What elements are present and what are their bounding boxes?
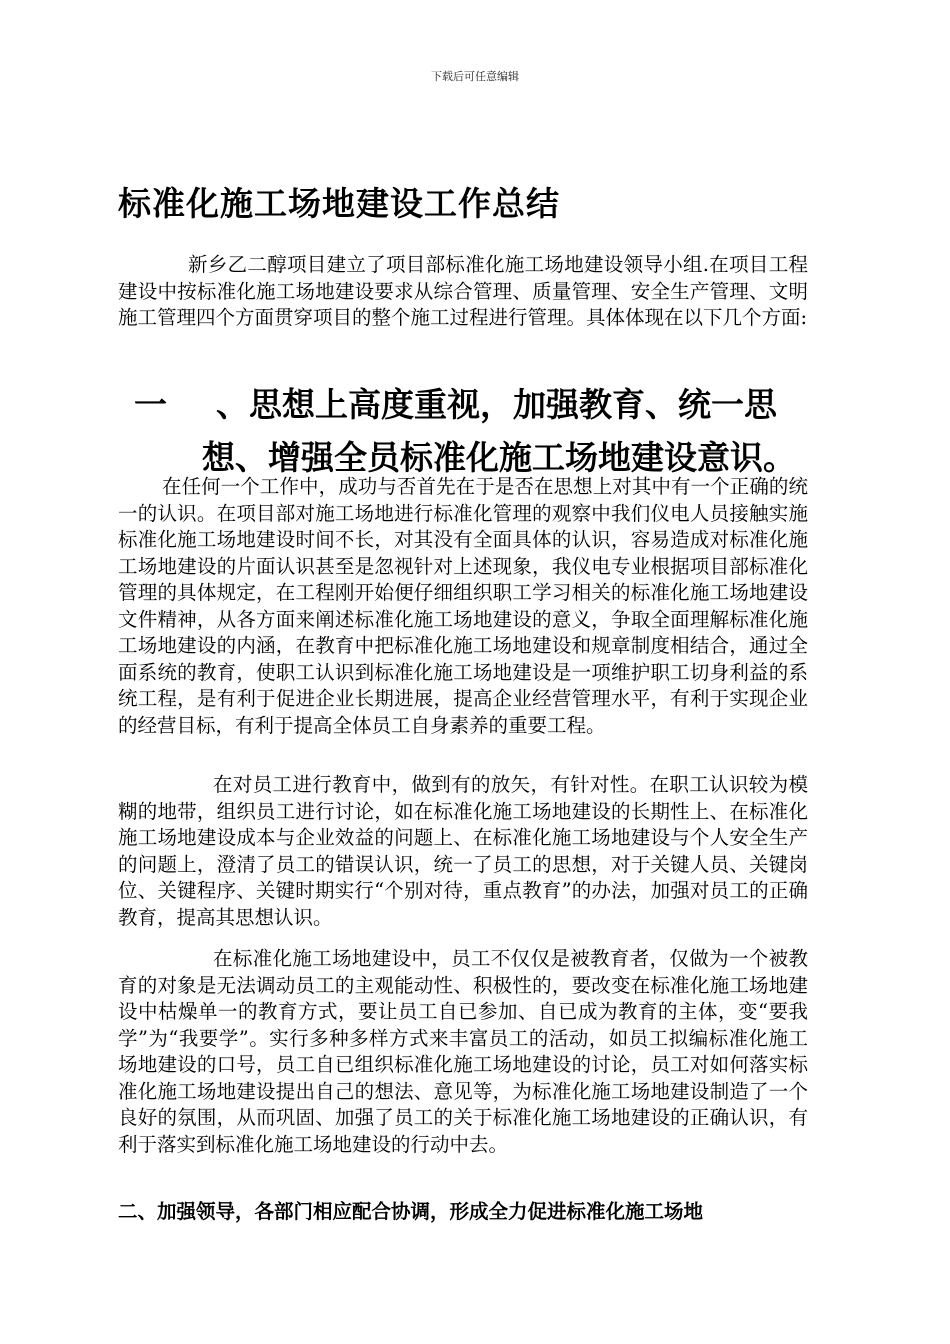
section-1-heading-line2: 想、增强全员标准化施工场地建设意识。 <box>202 438 796 477</box>
section-2-heading: 二、加强领导，各部门相应配合协调，形成全力促进标准化施工场地 <box>118 1200 704 1223</box>
body-paragraph-3: 在标准化施工场地建设中，员工不仅仅是被教育者，仅做为一个被教育的对象是无法调动员工的主观能动性、积极性的，要改变在标准化施工场地建设中枯燥单一的教育方式，要让员工自已参加、自已成为教育的主体，变“要我学”为“我要学”。实行多种多样方式来丰富员工的活动，如员工拟编标准化施工场地建设的口号，员工自已组织标准化施工场地建设的讨论，员工对如何落实标准化施工场地建设提出自己的想法、意见等，为标准化施工场地建设制造了一个良好的氛围，从而巩固、加强了员工的关于标准化施工场地建设的正确认识，有利于落实到标准化施工场地建设的行动中去。 <box>118 947 808 1156</box>
body-paragraph-1: 在任何一个工作中，成功与否首先在于是否在思想上对其中有一个正确的统一的认识。在项目部对施工场地进行标准化管理的观察中我们仪电人员接触实施标准化施工场地建设时间不长，对其没有全面具体的认识，容易造成对标准化施工场地建设的片面认识甚至是忽视针对上述现象，我仪电专业根据项目部标准化管理的具体规定，在工程刚开始便仔细组织职工学习相关的标准化施工场地建设文件精神，从各方面来阐述标准化施工场地建设的意义，争取全面理解标准化施工场地建设的内涵，在教育中把标准化施工场地建设和规章制度相结合，通过全面系统的教育，使职工认识到标准化施工场地建设是一项维护职工切身利益的系统工程，是有利于促进企业长期进展，提高企业经营管理水平，有利于实现企业的经营目标，有利于提高全体员工自身素养的重要工程。 <box>118 475 808 737</box>
body-paragraph-2: 在对员工进行教育中，做到有的放矢，有针对性。在职工认识较为模糊的地带，组织员工进行讨论，如在标准化施工场地建设的长期性上、在标准化施工场地建设成本与企业效益的问题上、在标准化施工场地建设与个人安全生产的问题上，澄清了员工的错误认识，统一了员工的思想，对于关键人员、关键岗位、关键程序、关键时期实行“个别对待，重点教育”的办法，加强对员工的正确教育，提高其思想认识。 <box>118 773 808 929</box>
section-1-heading <box>120 378 840 484</box>
section-1-number: 一 <box>134 385 167 424</box>
document-title: 标准化施工场地建设工作总结 <box>118 184 560 223</box>
intro-paragraph: 新乡乙二醇项目建立了项目部标准化施工场地建设领导小组.在项目工程建设中按标准化施工场地建设要求从综合管理、质量管理、安全生产管理、文明施工管理四个方面贯穿项目的整个施工过程进行管理。具体体现在以下几个方面: <box>118 253 808 329</box>
section-1-heading-line1: 、思想上高度重视，加强教育、统一思 <box>216 385 777 424</box>
header-note: 下载后可任意编辑 <box>431 70 519 83</box>
